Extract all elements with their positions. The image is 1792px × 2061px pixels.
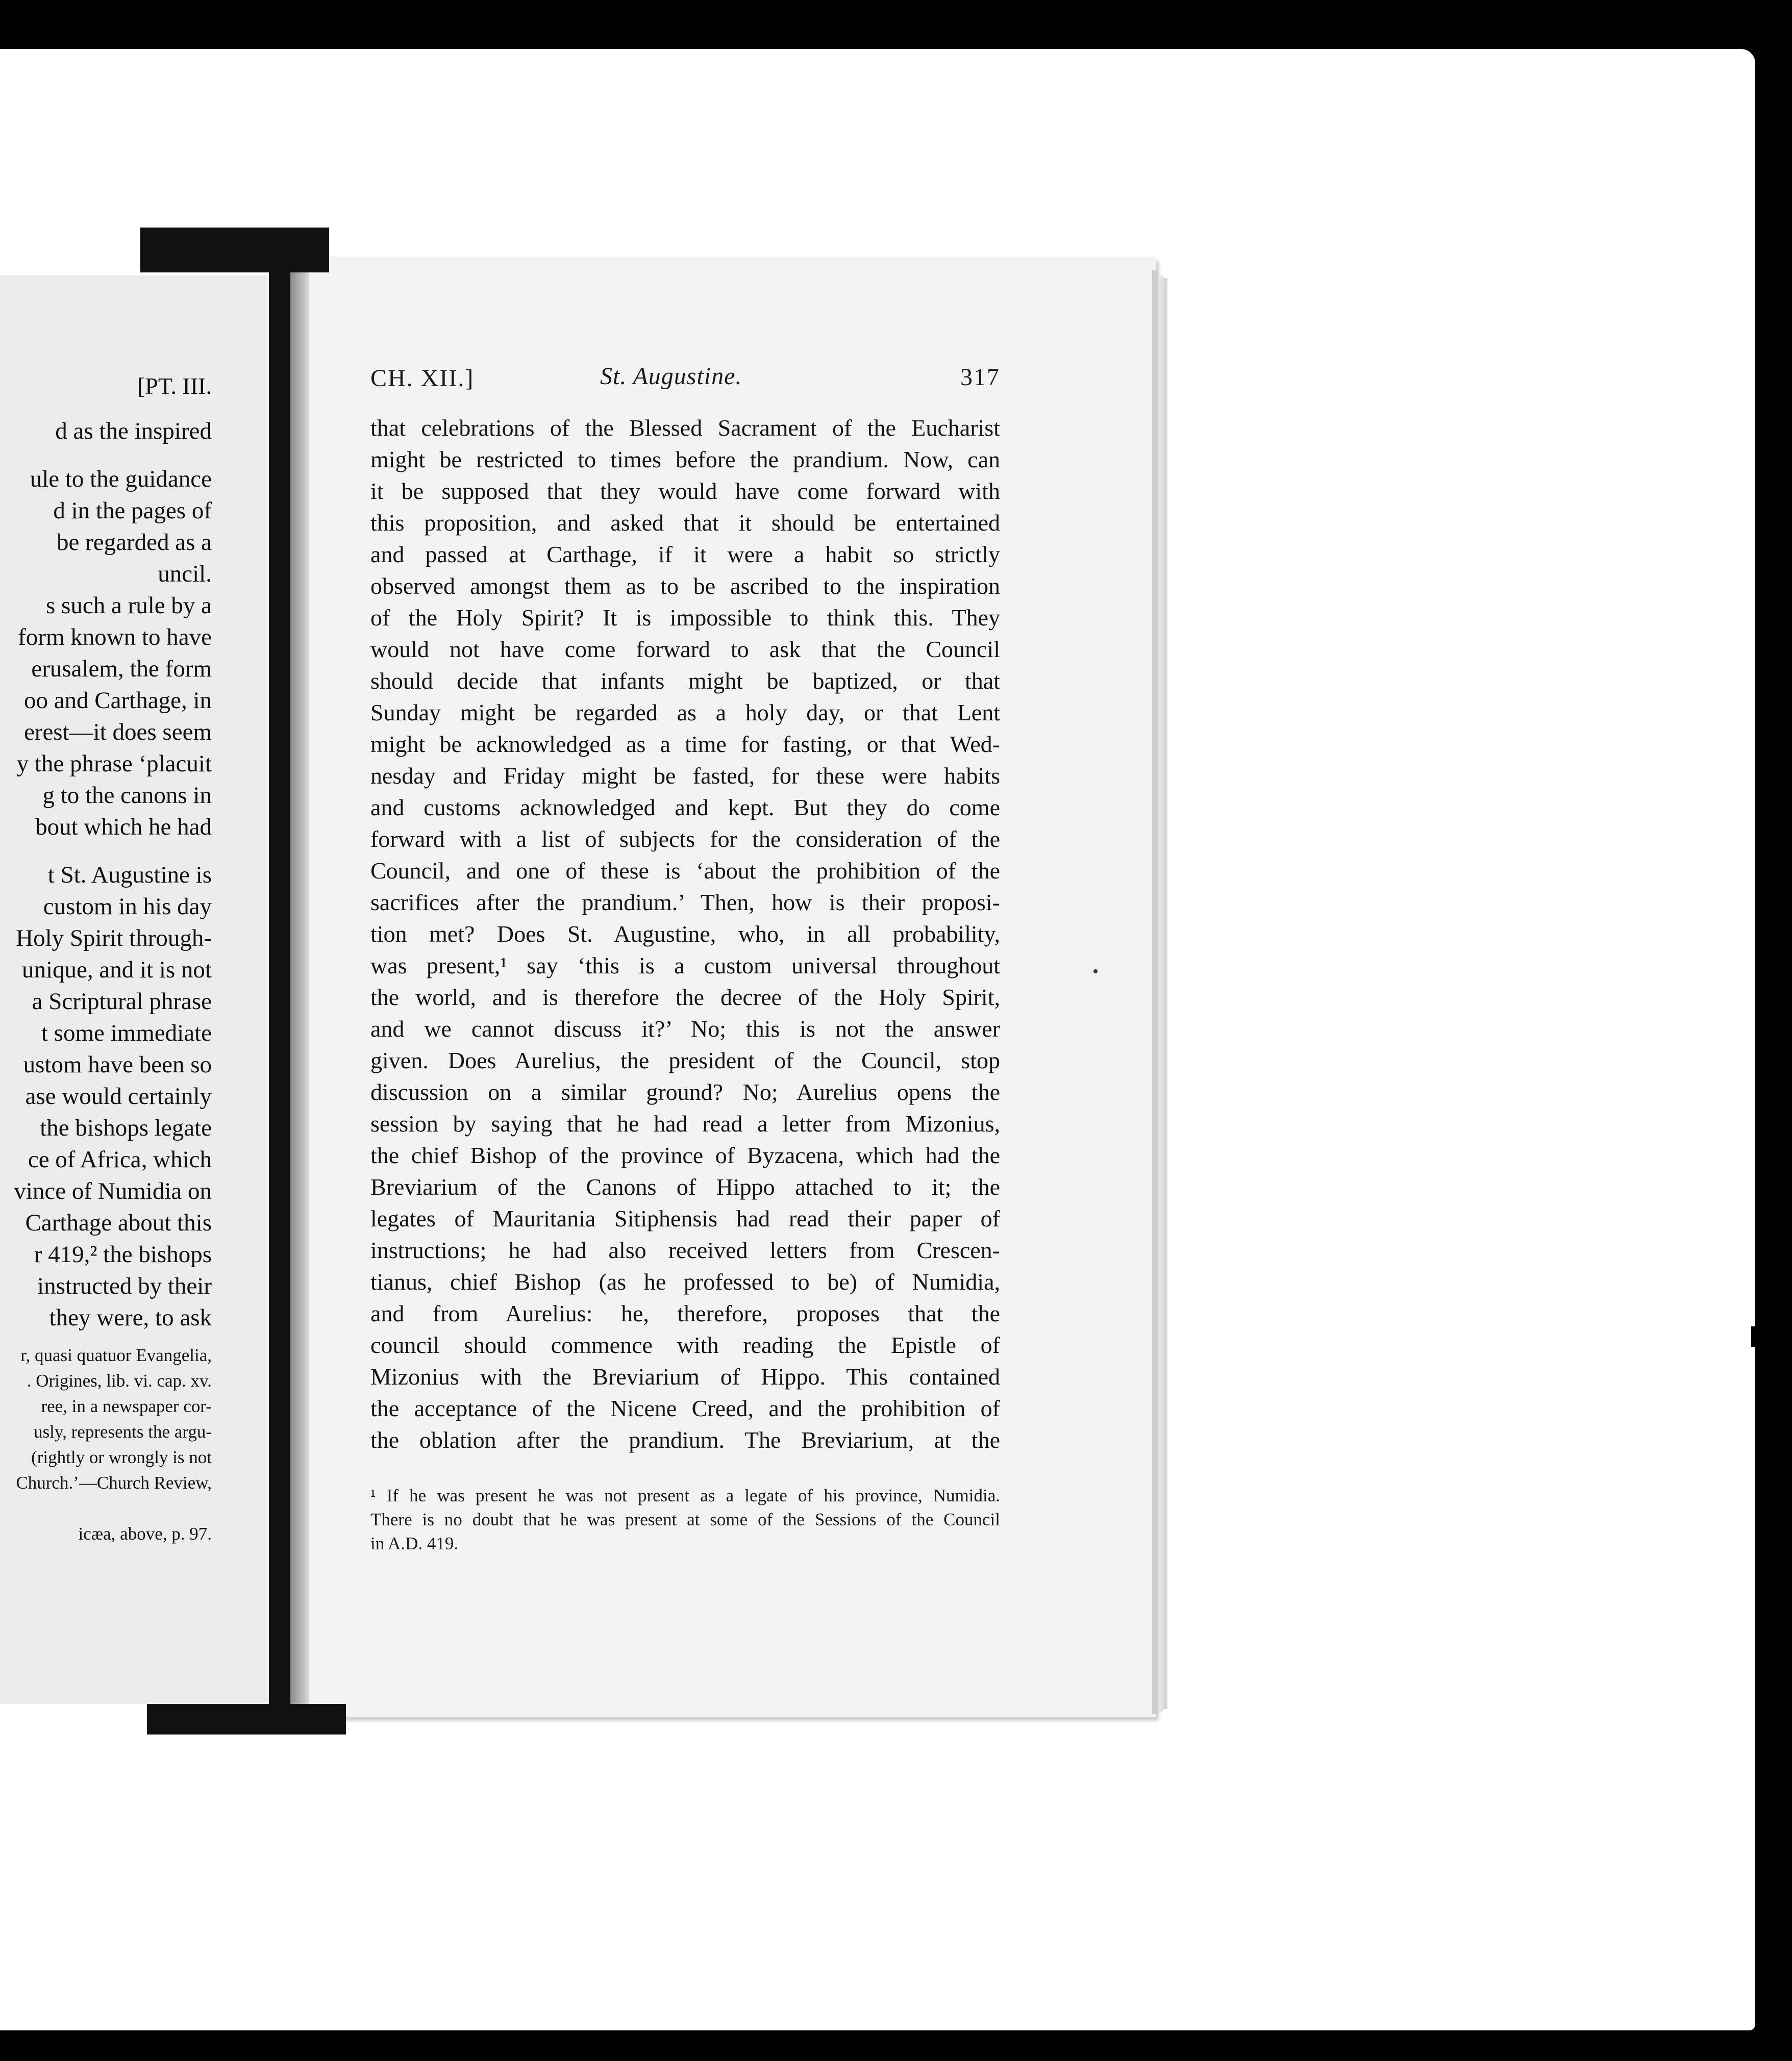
previous-text-line: be regarded as a [56,529,212,556]
previous-text-line: ce of Africa, which [28,1146,212,1173]
page-edge [1163,278,1167,1709]
previous-text-line: y the phrase ‘placuit [16,750,212,777]
previous-text-line: Holy Spirit through- [16,925,212,951]
text-line: the world, and is therefore the decree of the Holy Spirit, [370,984,1000,1010]
previous-footnote-line: usly, represents the argu- [34,1422,212,1442]
previous-text-line: ustom have been so [23,1051,212,1078]
text-line: tion met? Does St. Augustine, who, in all probability, [370,921,1000,947]
text-line: given. Does Aurelius, the president of the Council, stop [370,1047,1000,1073]
previous-text-line: the bishops legate [40,1115,212,1141]
body-text [370,412,1000,1456]
footnote-line: in A.D. 419. [370,1534,459,1553]
text-line: Council, and one of these is ‘about the prohibition of the [370,858,1000,884]
footnote-line: There is no doubt that he was present at some of the Sessions of the Council [370,1510,1000,1529]
chapter-label: CH. XII.] [370,365,475,392]
stray-mark [1093,969,1098,973]
text-line: should decide that infants might be baptized, or that [370,668,1000,694]
previous-text-line: ule to the guidance [30,466,212,492]
text-line: and we cannot discuss it?’ No; this is not the answer [370,1016,1000,1042]
text-line: the chief Bishop of the province of Byzacena, which had the [370,1142,1000,1168]
text-line: observed amongst them as to be ascribed to the inspiration [370,573,1000,599]
gutter-shadow [290,270,309,1709]
previous-text-line [0,843,212,859]
previous-text-line: a Scriptural phrase [32,988,212,1015]
page-number: 317 [960,364,1000,391]
previous-page-body [0,415,212,1334]
page-edge [1158,275,1163,1712]
text-line: the oblation after the prandium. The Breviarium, at the [370,1427,1000,1453]
text-line: it be supposed that they would have come forward with [370,478,1000,504]
previous-text-line [0,447,212,463]
page-edge [1152,270,1158,1714]
text-line: instructions; he had also received letters from Crescen- [370,1237,1000,1263]
running-title: St. Augustine. [600,363,742,390]
previous-footnote-line: Church.’—Church Review, [16,1473,212,1493]
previous-text-line: d in the pages of [53,497,212,524]
text-line: would not have come forward to ask that the Council [370,636,1000,662]
text-line: tianus, chief Bishop (as he professed to be) of Numidia, [370,1269,1000,1295]
previous-text-line: vince of Numidia on [14,1178,212,1204]
running-head [370,360,1000,396]
previous-text-line: g to the canons in [42,782,212,809]
text-line: the acceptance of the Nicene Creed, and the prohibition of [370,1395,1000,1421]
gutter-bar [269,270,290,1714]
text-line: and passed at Carthage, if it were a habit so strictly [370,541,1000,567]
previous-footnote-line: r, quasi quatuor Evangelia, [20,1345,212,1365]
previous-text-line: d as the inspired [55,418,212,444]
previous-text-line: custom in his day [43,893,212,920]
text-line: discussion on a similar ground? No; Aurelius opens the [370,1079,1000,1105]
previous-footnote-line: (rightly or wrongly is not [31,1447,212,1467]
text-line: forward with a list of subjects for the consideration of the [370,826,1000,852]
text-line: nesday and Friday might be fasted, for these were habits [370,763,1000,789]
previous-text-line: erest—it does seem [23,719,212,745]
text-line: sacrifices after the prandium.’ Then, how is their proposi- [370,889,1000,915]
text-line: Breviarium of the Canons of Hippo attached to it; the [370,1174,1000,1200]
clamp-bar-top [140,228,329,272]
previous-page [0,275,269,1704]
text-line: might be restricted to times before the prandium. Now, can [370,446,1000,472]
edge-mark [1751,1326,1757,1347]
previous-page-header [0,372,212,405]
previous-footnote-line: . Origines, lib. vi. cap. xv. [27,1371,212,1391]
previous-text-line: Carthage about this [25,1210,212,1236]
previous-footnote-line: icæa, above, p. 97. [78,1524,212,1544]
text-line: and customs acknowledged and kept. But they do come [370,794,1000,820]
previous-text-line: s such a rule by a [46,592,212,619]
text-line: this proposition, and asked that it should be entertained [370,510,1000,536]
previous-text-line: form known to have [18,624,212,650]
previous-text-line: instructed by their [37,1273,212,1299]
previous-footnote-line: ree, in a newspaper cor- [41,1396,212,1416]
text-line: legates of Mauritania Sitiphensis had read their paper of [370,1205,1000,1231]
previous-page-footnotes [0,1343,212,1547]
previous-footnote-line [0,1496,212,1521]
previous-text-line: they were, to ask [49,1304,212,1331]
previous-text-line: erusalem, the form [31,656,212,682]
text-line: session by saying that he had read a letter from Mizonius, [370,1111,1000,1137]
text-line: was present,¹ say ‘this is a custom universal throughout [370,952,1000,978]
previous-text-line: unique, and it is not [21,957,212,983]
previous-text-line: oo and Carthage, in [23,687,212,714]
text-line: council should commence with reading the Epistle of [370,1332,1000,1358]
text-line: that celebrations of the Blessed Sacrament of the Eucharist [370,415,1000,441]
previous-text-line: r 419,² the bishops [34,1241,212,1268]
previous-text-line: ase would certainly [25,1083,212,1110]
text-line: and from Aurelius: he, therefore, proposes that the [370,1300,1000,1326]
previous-text-line: uncil. [158,561,212,587]
previous-part-label: [PT. III. [137,373,212,399]
text-line: Sunday might be regarded as a holy day, or that Lent [370,699,1000,725]
clamp-bar-bottom [147,1704,346,1735]
previous-text-line: t some immediate [41,1020,212,1046]
previous-text-line: t St. Augustine is [47,862,212,888]
text-line: might be acknowledged as a time for fasting, or that Wed- [370,731,1000,757]
footnote-line: ¹ If he was present he was not present as a legate of his province, Numidia. [370,1486,1000,1505]
previous-text-line: bout which he had [35,814,212,840]
text-line: Mizonius with the Breviarium of Hippo. This contained [370,1364,1000,1390]
previous-page-text [0,372,212,1547]
footnote [370,1484,1000,1555]
text-line: of the Holy Spirit? It is impossible to think this. They [370,605,1000,631]
